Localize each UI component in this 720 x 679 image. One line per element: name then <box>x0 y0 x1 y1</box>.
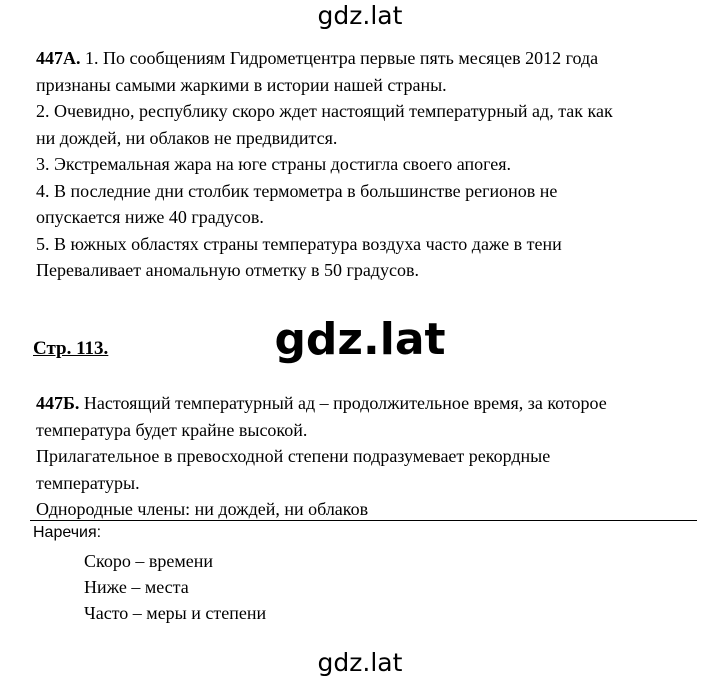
watermark-bottom: gdz.lat <box>317 648 403 677</box>
exercise-447b-line: Однородные члены: ни дождей, ни облаков <box>36 499 369 519</box>
exercise-447a-line: 5. В южных областях страны температура воздуха часто даже в тени <box>36 233 562 254</box>
exercise-447a-line: опускается ниже 40 градусов. <box>36 207 264 227</box>
adverbs-heading: Наречия: <box>33 524 102 541</box>
exercise-447b-text: Настоящий температурный ад – продолжительное время, за которое <box>79 393 607 413</box>
exercise-447b <box>36 390 696 523</box>
exercise-447a-line: ни дождей, ни облаков не предвидится. <box>36 127 338 148</box>
watermark-top: gdz.lat <box>317 1 403 30</box>
exercise-447b-label: 447Б. <box>36 393 80 413</box>
adverb-item: Часто – меры и степени <box>84 603 267 623</box>
watermark-middle: gdz.lat <box>274 314 446 365</box>
exercise-447b-line: температуры. <box>36 472 140 493</box>
exercise-447a-line: признаны самыми жаркими в истории нашей страны. <box>36 74 447 95</box>
exercise-447b-line: температура будет крайне высокой. <box>36 419 308 440</box>
exercise-447a-label: 447А. <box>36 48 81 68</box>
exercise-447a-line: 4. В последние дни столбик термометра в большинстве регионов не <box>36 180 558 201</box>
exercise-447a-text: 1. По сообщениям Гидрометцентра первые пять месяцев 2012 года <box>80 48 599 68</box>
exercise-447a-first-line <box>36 45 696 72</box>
divider-line <box>30 520 697 521</box>
exercise-447b-line: Прилагательное в превосходной степени подразумевает рекордные <box>36 446 551 466</box>
exercise-447a <box>36 45 696 284</box>
adverb-item: Ниже – места <box>84 577 189 597</box>
exercise-447a-line: 2. Очевидно, республику скоро ждет настоящий температурный ад, так как <box>36 101 613 121</box>
page-reference: Стр. 113. <box>33 338 109 359</box>
exercise-447b-first-line <box>36 390 696 417</box>
adverbs-list <box>84 548 266 626</box>
exercise-447a-line: Переваливает аномальную отметку в 50 градусов. <box>36 260 419 280</box>
adverb-item: Скоро – времени <box>84 551 213 571</box>
exercise-447a-line: 3. Экстремальная жара на юге страны достигла своего апогея. <box>36 154 512 174</box>
